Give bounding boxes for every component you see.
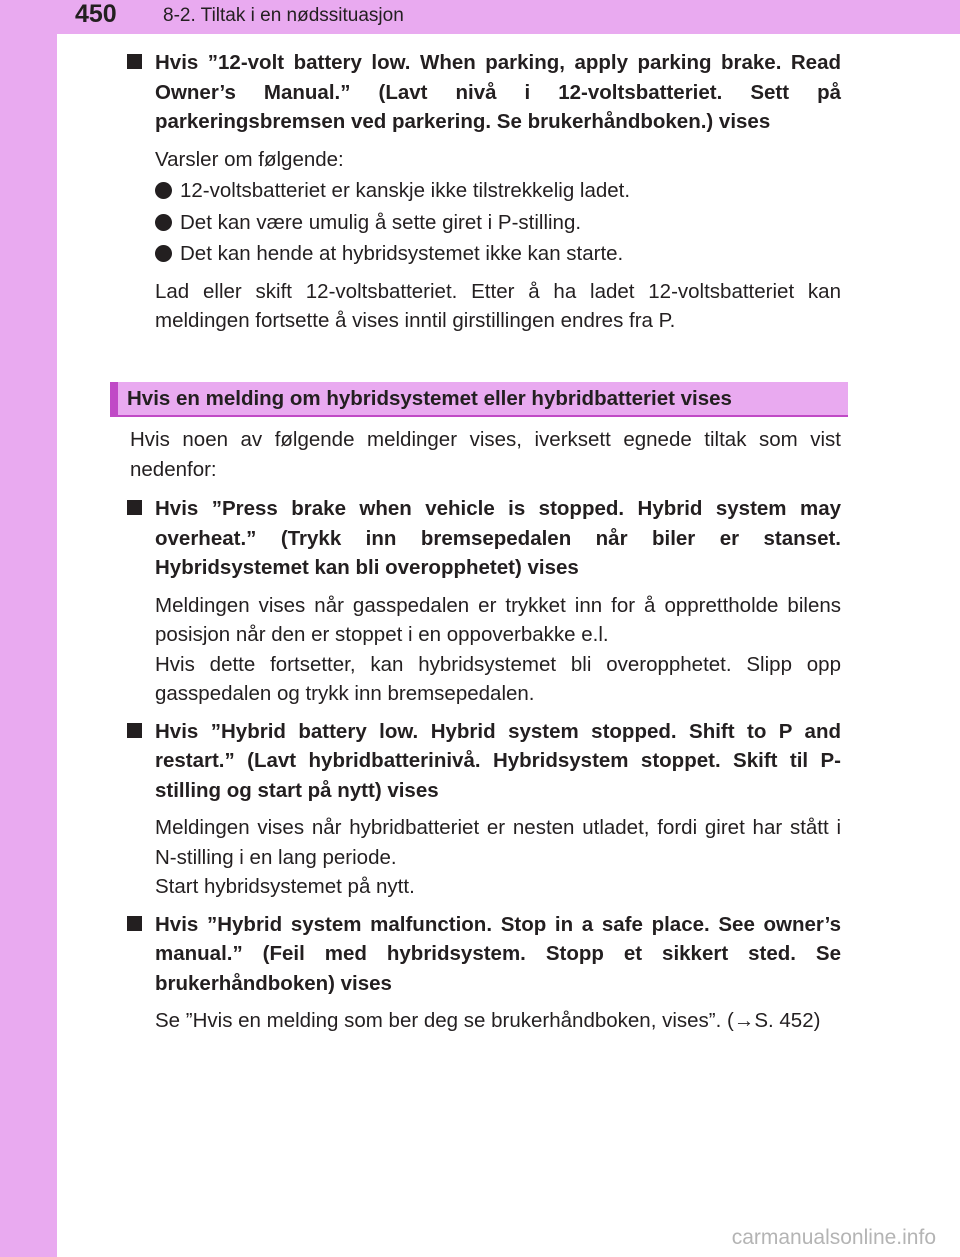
round-bullet-icon bbox=[155, 182, 172, 199]
message-body: Se ”Hvis en melding som ber deg se brukerhåndboken, vises”. (→S. 452) bbox=[155, 1009, 821, 1032]
message-item bbox=[130, 494, 841, 709]
watermark: carmanualsonline.info bbox=[731, 1226, 936, 1249]
list-item bbox=[155, 208, 841, 238]
subheading-title: Hvis en melding om hybridsystemet eller hybridbatteriet vises bbox=[127, 387, 732, 410]
battery-low-section bbox=[130, 48, 841, 336]
message-item bbox=[130, 910, 841, 1036]
side-tab bbox=[0, 0, 57, 1257]
message-heading: Hvis ”Press brake when vehicle is stopped. Hybrid system may overheat.” (Trykk inn bremsepedalen når biler er stanset. Hybridsystemet kan bli overopphetet) vises bbox=[155, 497, 841, 579]
message-body: Hvis dette fortsetter, kan hybridsystemet bli overopphetet. Slipp opp gasspedalen og trykk inn bremsepedalen. bbox=[155, 652, 841, 705]
message-heading: Hvis ”Hybrid battery low. Hybrid system stopped. Shift to P and restart.” (Lavt hybridbatterinivå. Hybridsystem stoppet. Skift til P-stilling og start på nytt) vises bbox=[155, 719, 841, 802]
list-item bbox=[155, 239, 841, 269]
battery-low-heading: Hvis ”12-volt battery low. When parking, apply parking brake. Read Owner’s Manual.” (Lavt nivå i 12-voltsbatteriet. Sett på parkeringsbremsen ved parkering. Se brukerhåndboken.) vises bbox=[155, 51, 841, 133]
list-item-text: 12-voltsbatteriet er kanskje ikke tilstrekkelig ladet. bbox=[180, 179, 631, 202]
message-item bbox=[130, 717, 841, 902]
list-item-text: Det kan hende at hybridsystemet ikke kan starte. bbox=[180, 242, 624, 265]
round-bullet-icon bbox=[155, 214, 172, 231]
message-heading: Hvis ”Hybrid system malfunction. Stop in a safe place. See owner’s manual.” (Feil med hybridsystem. Stopp et sikkert sted. Se brukerhåndboken) vises bbox=[155, 912, 841, 995]
heading-underline bbox=[110, 415, 848, 417]
square-bullet-icon bbox=[127, 54, 142, 69]
main-content bbox=[130, 48, 841, 336]
square-bullet-icon bbox=[127, 916, 142, 931]
message-body: Meldingen vises når gasspedalen er trykket inn for å opprettholde bilens posisjon når den er stoppet i en oppoverbakke e.l. bbox=[155, 593, 841, 646]
list-item bbox=[155, 176, 841, 206]
list-item-text: Det kan være umulig å sette giret i P-stilling. bbox=[180, 210, 582, 234]
header-divider bbox=[57, 34, 960, 38]
square-bullet-icon bbox=[127, 723, 142, 738]
subheading-bar bbox=[110, 382, 848, 417]
subheading-intro: Hvis noen av følgende meldinger vises, iverksett egnede tiltak som vist nedenfor: bbox=[130, 428, 841, 481]
message-body: Meldingen vises når hybridbatteriet er nesten utladet, fordi giret har stått i N-stilling i en lang periode. bbox=[155, 816, 841, 869]
section-title: 8-2. Tiltak i en nødssituasjon bbox=[163, 5, 404, 26]
heading-accent bbox=[110, 382, 118, 417]
hybrid-messages-content bbox=[130, 425, 841, 1036]
page-number: 450 bbox=[75, 0, 117, 28]
round-bullet-icon bbox=[155, 245, 172, 262]
message-body: Start hybridsystemet på nytt. bbox=[155, 875, 415, 898]
square-bullet-icon bbox=[127, 500, 142, 515]
battery-low-body: Lad eller skift 12-voltsbatteriet. Etter å ha ladet 12-voltsbatteriet kan meldingen fortsette å vises inntil girstillingen endres fra P. bbox=[155, 279, 841, 332]
battery-low-intro: Varsler om følgende: bbox=[155, 147, 344, 171]
